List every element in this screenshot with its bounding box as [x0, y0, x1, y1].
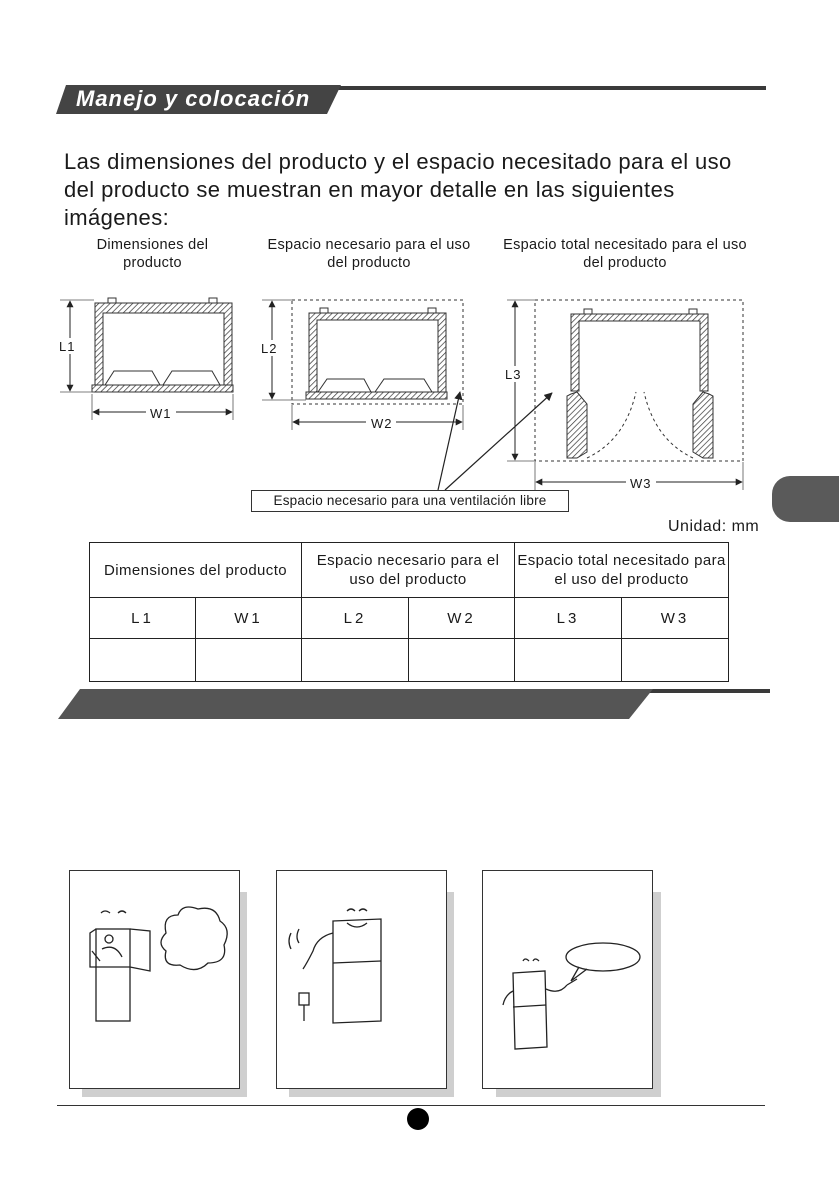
column-label: W3 [622, 598, 729, 639]
fridge-plug-icon [277, 871, 446, 1088]
banner-rule [640, 689, 770, 693]
label-w2: W2 [371, 416, 393, 431]
fridge-usage-diagram [258, 300, 463, 431]
ventilation-callout: Espacio necesario para una ventilación libre [251, 490, 569, 512]
fridge-total-diagram [502, 300, 743, 491]
label-l3: L3 [505, 367, 522, 382]
side-tab [772, 476, 839, 522]
caption-usage: Espacio necesario para el uso del producto [267, 237, 471, 271]
table-header: Espacio total necesitado para el uso del producto [515, 543, 729, 598]
ventilation-arrow [445, 393, 552, 490]
dimensions-table [89, 542, 729, 682]
dimension-diagrams [0, 280, 839, 495]
column-label: L3 [515, 598, 622, 639]
section-title: Manejo y colocación [76, 86, 311, 111]
label-l2: L2 [261, 341, 278, 356]
illustration-card-3 [482, 870, 653, 1089]
column-label: L1 [90, 598, 196, 639]
label-l1: L1 [59, 339, 76, 354]
column-label: W2 [409, 598, 515, 639]
value-cell [90, 639, 196, 682]
value-cell [515, 639, 622, 682]
value-cell [196, 639, 302, 682]
value-cell [302, 639, 409, 682]
ventilation-arrow [438, 392, 460, 490]
column-label: L2 [302, 598, 409, 639]
illustration-card-2 [276, 870, 447, 1089]
value-cell [622, 639, 729, 682]
label-w3: W3 [630, 476, 652, 491]
label-w1: W1 [150, 406, 172, 421]
caption-product: Dimensiones del producto [96, 237, 209, 271]
intro-text: Las dimensiones del producto y el espacio necesitado para el uso del producto se muestran en mayor detalle en las siguientes imágenes: [64, 149, 732, 230]
illustration-card-1 [69, 870, 240, 1089]
header-rule [330, 86, 766, 90]
column-label: W1 [196, 598, 302, 639]
table-header: Espacio necesario para el uso del producto [302, 543, 515, 598]
section-banner-2 [58, 689, 653, 719]
value-cell [409, 639, 515, 682]
table-header: Dimensiones del producto [90, 543, 302, 598]
fridge-product-diagram [56, 298, 233, 421]
footer-rule [57, 1105, 765, 1106]
fridge-speech-icon [483, 871, 652, 1088]
page-marker [407, 1108, 429, 1130]
unit-label: Unidad: mm [668, 518, 760, 535]
fridge-open-door-icon [70, 871, 239, 1088]
caption-total: Espacio total necesitado para el uso del producto [503, 237, 747, 271]
